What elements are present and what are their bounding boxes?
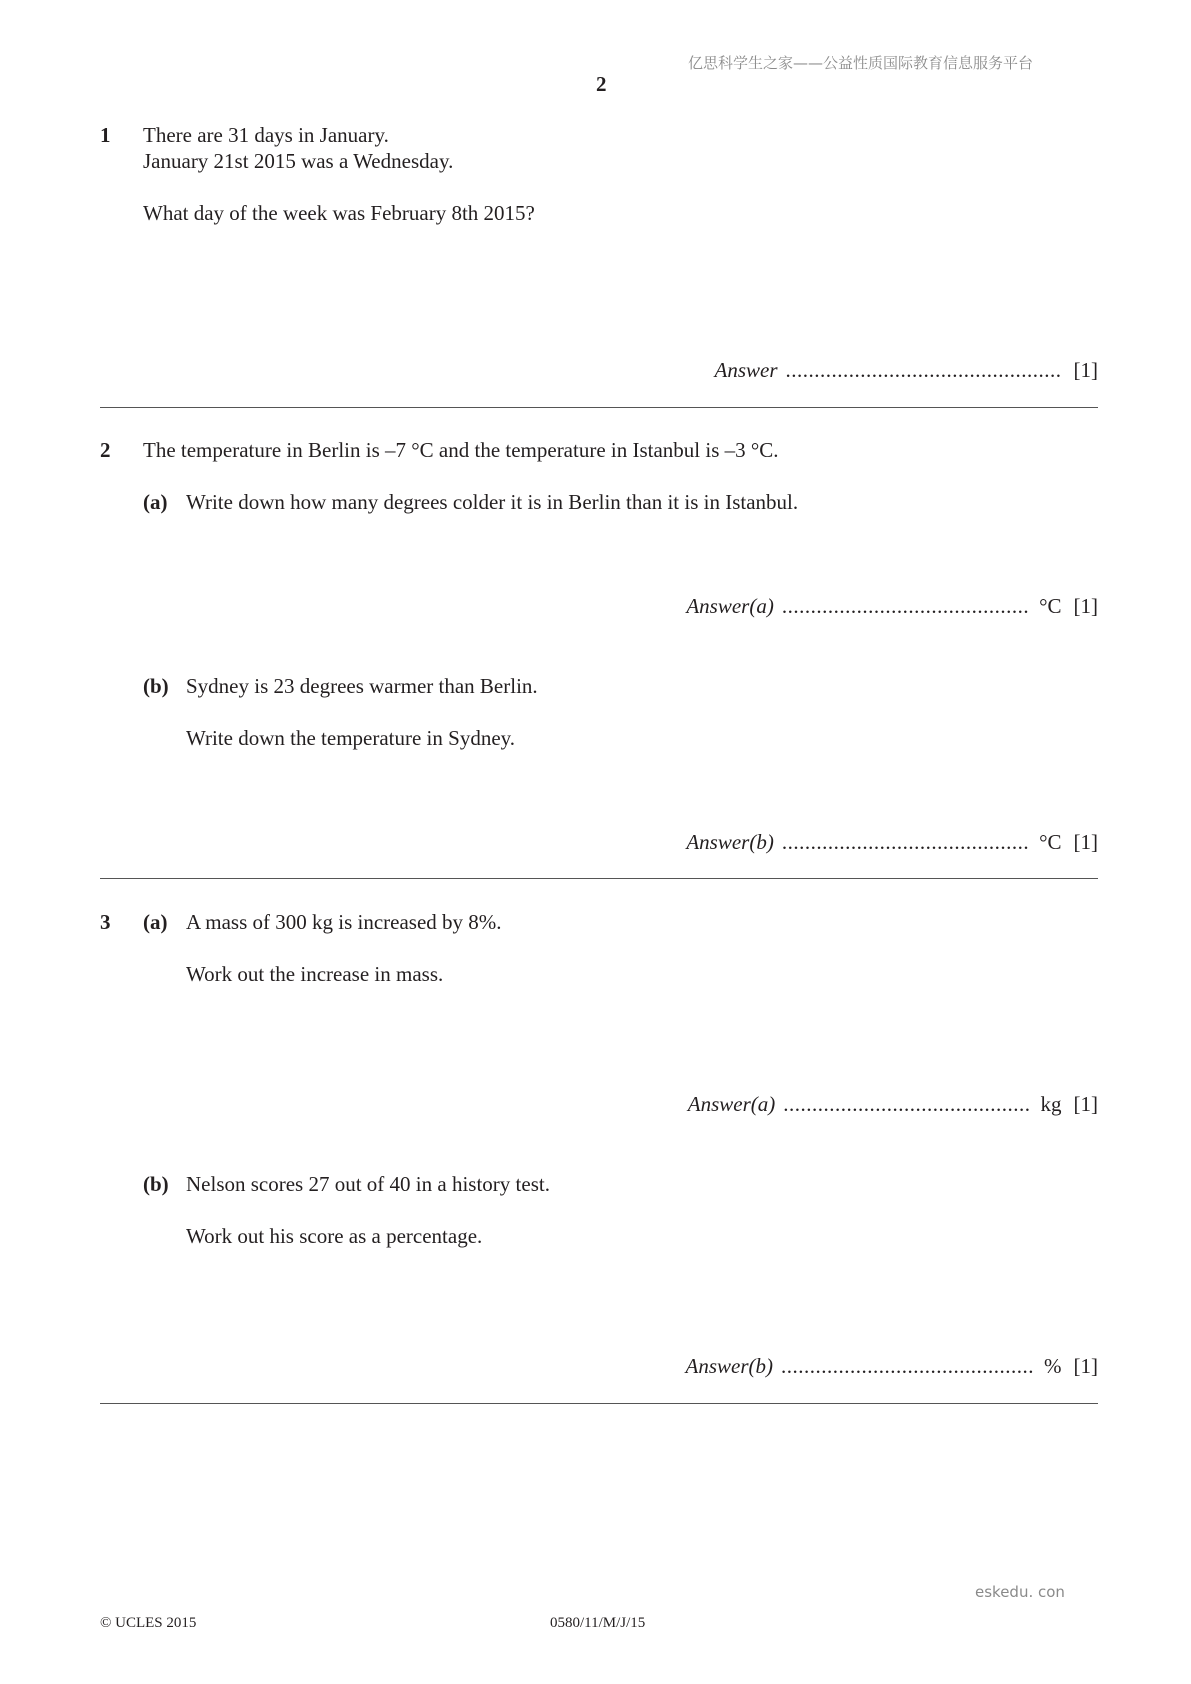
answer-line-2b[interactable] (686, 832, 1098, 853)
part-label: (b) (143, 674, 169, 698)
question-text: Work out his score as a percentage. (186, 1224, 483, 1248)
answer-dots: ................................................ (785, 358, 1062, 382)
answer-line-3b[interactable] (686, 1356, 1099, 1377)
question-text: Sydney is 23 degrees warmer than Berlin. (186, 674, 538, 698)
answer-label: Answer(b) (685, 1354, 773, 1378)
paper-code: 0580/11/M/J/15 (550, 1615, 646, 1631)
answer-label: Answer(a) (686, 594, 774, 618)
mark-allocation: [1] (1073, 594, 1098, 618)
question-text: The temperature in Berlin is –7 °C and the temperature in Istanbul is –3 °C. (143, 438, 779, 462)
mark-allocation: [1] (1073, 358, 1098, 382)
question-text: Nelson scores 27 out of 40 in a history test. (186, 1172, 550, 1196)
watermark-bottom: eskedu. con (975, 1583, 1065, 1601)
section-divider (100, 1403, 1098, 1404)
answer-line-1[interactable] (715, 360, 1099, 381)
part-label: (b) (143, 1172, 169, 1196)
part-label: (a) (143, 490, 168, 514)
answer-dots: ........................................... (781, 830, 1030, 854)
answer-unit: °C (1039, 594, 1062, 618)
answer-label: Answer(a) (687, 1092, 776, 1116)
page-number: 2 (596, 72, 607, 96)
question-text: Work out the increase in mass. (186, 962, 444, 986)
answer-dots: ............................................ (781, 1354, 1034, 1378)
answer-label: Answer(b) (686, 830, 774, 854)
question-text: January 21st 2015 was a Wednesday. (143, 149, 454, 173)
question-text: What day of the week was February 8th 2015? (143, 201, 535, 225)
part-label: (a) (143, 910, 168, 934)
section-divider (100, 407, 1098, 408)
answer-unit: °C (1039, 830, 1062, 854)
question-text: Write down how many degrees colder it is in Berlin than it is in Istanbul. (186, 490, 799, 514)
question-text: There are 31 days in January. (143, 123, 389, 147)
question-text: A mass of 300 kg is increased by 8%. (186, 910, 502, 934)
answer-unit: kg (1040, 1092, 1062, 1116)
question-text: Write down the temperature in Sydney. (186, 726, 516, 750)
mark-allocation: [1] (1073, 1354, 1098, 1378)
question-number: 2 (100, 438, 111, 462)
section-divider (100, 878, 1098, 879)
question-number: 3 (100, 910, 111, 934)
copyright: © UCLES 2015 (100, 1615, 197, 1631)
answer-dots: ........................................... (781, 594, 1030, 618)
answer-dots: ........................................... (783, 1092, 1031, 1116)
mark-allocation: [1] (1073, 830, 1098, 854)
watermark-top: 亿思科学生之家——公益性质国际教育信息服务平台 (688, 54, 1034, 72)
answer-line-3a[interactable] (688, 1094, 1098, 1115)
question-number: 1 (100, 123, 111, 147)
answer-line-2a[interactable] (686, 596, 1098, 617)
answer-label: Answer (714, 358, 778, 382)
answer-unit: % (1044, 1354, 1062, 1378)
mark-allocation: [1] (1073, 1092, 1098, 1116)
